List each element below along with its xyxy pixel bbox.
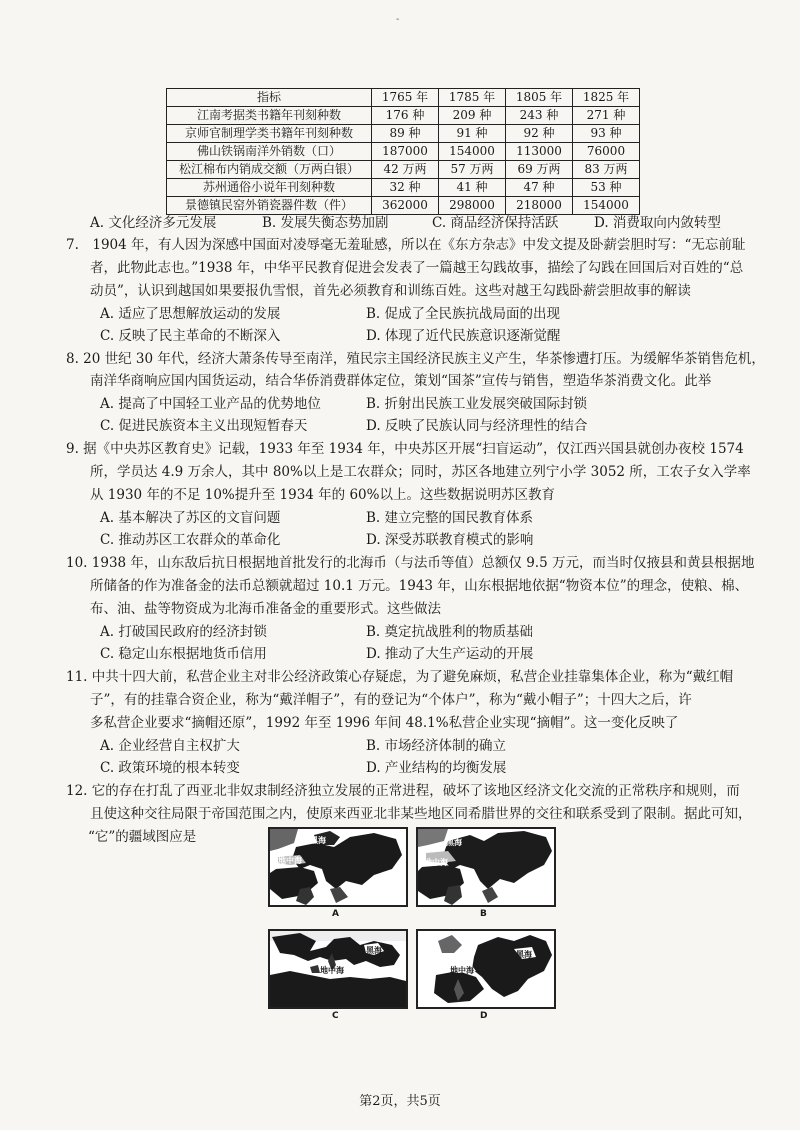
table-row [167,197,640,215]
map-a-drawing [270,829,406,905]
map-c-label-black-sea: 黑海 [366,946,382,955]
table-cell: 154000 [573,197,640,215]
table-row [167,125,640,143]
table-cell: 92 种 [506,125,573,143]
q8-option-d[interactable]: D. 反映了民族认同与经济理性的结合 [366,418,588,434]
table-cell: 298000 [439,197,506,215]
q9-stem-line: 所，学员达 4.9 万余人，其中 80%以上是工农群众；同时，苏区各地建立列宁小学 3052 所，工农子女入学率 [90,464,751,480]
table-row [167,143,640,161]
table-cell: 187000 [372,143,439,161]
map-d[interactable] [416,929,556,1009]
q12-stem-line: “它”的疆域图应是 [88,829,197,845]
map-c-label-mediterranean: 地中海 [320,966,344,975]
map-c[interactable] [268,929,408,1009]
map-a-label-black-sea: 黑海 [310,836,326,845]
table-cell: 47 种 [506,179,573,197]
q10-option-c[interactable]: C. 稳定山东根据地货币信用 [100,646,267,662]
q12-stem-line: 且使这种交往局限于帝国范围之内，使原来西亚北非某些地区同希腊世界的交往和联系受到了限制。据此可知， [90,806,752,822]
table-row [167,107,640,125]
q9-option-d[interactable]: D. 深受苏联教育模式的影响 [366,532,534,548]
table-cell: 243 种 [506,107,573,125]
q11-option-d[interactable]: D. 产业结构的均衡发展 [366,760,507,776]
q8-option-b[interactable]: B. 折射出民族工业发展突破国际封锁 [366,396,588,412]
q7-stem-line: 7. 1904 年，有人因为深感中国面对凌辱毫无羞耻感，所以在《东方杂志》中发文提及卧薪尝胆时写：“无忘前耻 [66,237,746,253]
q10-stem-line: 10. 1938 年，山东敌后抗日根据地首批发行的北海币（与法币等值）总额仅 9.5 万元，而当时仅掖县和黄县根据地 [66,555,755,571]
table-cell: 113000 [506,143,573,161]
q7-stem-line: 者，此物此志也。”1938 年，中华平民教育促进会发表了一篇越王勾践故事，描绘了勾践在回国后对百姓的“总 [90,260,744,276]
map-a-caption: A [332,909,339,919]
q9-stem-line: 9. 据《中央苏区教育史》记载，1933 年至 1934 年，中央苏区开展“扫盲运动”，仅江西兴国县就创办夜校 1574 [66,441,744,457]
q7-option-b[interactable]: B. 促成了全民族抗战局面的出现 [366,306,561,322]
map-d-label-black-sea: 黑海 [516,950,532,959]
q9-stem-line: 从 1930 年的不足 10%提升至 1934 年的 60%以上。这些数据说明苏区教育 [90,487,555,503]
q11-option-c[interactable]: C. 政策环境的根本转变 [100,760,240,776]
q12-stem-line: 12. 它的存在打乱了西亚北非奴隶制经济独立发展的正常进程，破坏了该地区经济文化交流的正常秩序和规则，而 [66,783,740,799]
table-header: 指标 [167,89,372,107]
map-c-caption: C [332,1011,339,1021]
map-d-caption: D [480,1011,488,1021]
q7-option-d[interactable]: D. 体现了近代民族意识逐渐觉醒 [366,328,561,344]
map-a[interactable] [268,827,408,907]
q7-option-c[interactable]: C. 反映了民主革命的不断深入 [100,328,281,344]
q9-option-c[interactable]: C. 推动苏区工农群众的革命化 [100,532,281,548]
map-d-label-mediterranean: 地中海 [450,966,474,975]
q11-stem-line: 子”，有的挂靠合资企业，称为“戴洋帽子”，有的登记为“个体户”，称为“戴小帽子”；十四大之后，许 [90,692,692,708]
q11-stem-line: 多私营企业要求“摘帽还原”，1992 年至 1996 年间 48.1%私营企业实现“摘帽”。这一变化反映了 [90,715,679,731]
q10-option-a[interactable]: A. 打破国民政府的经济封锁 [100,624,267,640]
q11-option-b[interactable]: B. 市场经济体制的确立 [366,738,507,754]
q9-option-a[interactable]: A. 基本解决了苏区的文盲问题 [100,510,281,526]
q6-option-b[interactable]: B. 发展失衡态势加剧 [262,215,389,231]
q10-stem-line: 布、油、盐等物资成为北海币准备金的重要形式。这些做法 [90,601,441,617]
table-cell: 362000 [372,197,439,215]
map-a-label-mediterranean: 地中海 [278,856,302,865]
table-header-row [167,89,640,107]
table-cell: 江南考据类书籍年刊刻种数 [167,107,372,125]
table-cell: 57 万两 [439,161,506,179]
q10-stem-line: 所储备的作为准备金的法币总额就超过 10.1 万元。1943 年，山东根据地依据“物资本位”的理念，使粮、棉、 [90,578,749,594]
table-cell: 景德镇民窑外销瓷器件数（件） [167,197,372,215]
table-cell: 176 种 [372,107,439,125]
q8-option-c[interactable]: C. 促进民族资本主义出现短暂春天 [100,418,308,434]
top-mark: - [396,14,400,25]
table-cell: 83 万两 [573,161,640,179]
q7-option-a[interactable]: A. 适应了思想解放运动的发展 [100,306,281,322]
table-cell: 松江棉布内销成交额（万两白银） [167,161,372,179]
table-cell: 89 种 [372,125,439,143]
table-cell: 93 种 [573,125,640,143]
table-cell: 271 种 [573,107,640,125]
table-cell: 53 种 [573,179,640,197]
q6-option-c[interactable]: C. 商品经济保持活跃 [432,215,559,231]
map-options [268,825,558,1030]
q6-option-d[interactable]: D. 消费取向内敛转型 [594,215,721,231]
q8-stem-line: 8. 20 世纪 30 年代，经济大萧条传导至南洋，殖民宗主国经济民族主义产生，华茶惨遭打压。为缓解华茶销售危机， [66,351,765,367]
statistics-table [166,88,640,215]
table-header: 1805 年 [506,89,573,107]
q11-stem-line: 11. 中共十四大前，私营企业主对非公经济政策心存疑虑，为了避免麻烦，私营企业挂靠集体企业，称为“戴红帽 [66,669,734,685]
q8-stem-line: 南洋华商响应国内国货运动，结合华侨消费群体定位，策划“国茶”宣传与销售，塑造华茶消费文化。此举 [90,373,712,389]
q10-option-d[interactable]: D. 推动了大生产运动的开展 [366,646,534,662]
q11-option-a[interactable]: A. 企业经营自主权扩大 [100,738,240,754]
map-b-label-mediterranean: 地中海 [424,858,448,867]
q8-option-a[interactable]: A. 提高了中国轻工业产品的优势地位 [100,396,321,412]
map-b-caption: B [480,909,487,919]
table-cell: 41 种 [439,179,506,197]
table-cell: 42 万两 [372,161,439,179]
table-cell: 京师官制理学类书籍年刊刻种数 [167,125,372,143]
table-header: 1785 年 [439,89,506,107]
page-footer: 第2页，共5页 [359,1094,441,1109]
table-row [167,161,640,179]
map-d-drawing [418,931,554,1007]
table-cell: 佛山铁锅南洋外销数（口） [167,143,372,161]
table-header: 1765 年 [372,89,439,107]
table-cell: 218000 [506,197,573,215]
map-b-label-black-sea: 黑海 [446,838,462,847]
table-header: 1825 年 [573,89,640,107]
q6-option-a[interactable]: A. 文化经济多元发展 [90,215,217,231]
table-cell: 209 种 [439,107,506,125]
q7-stem-line: 动员”，认识到越国如果要报仇雪恨，首先必须教育和训练百姓。这些对越王勾践卧薪尝胆故事的解读 [90,283,691,299]
table-cell: 69 万两 [506,161,573,179]
map-b[interactable] [416,827,556,907]
q9-option-b[interactable]: B. 建立完整的国民教育体系 [366,510,534,526]
table-cell: 154000 [439,143,506,161]
q10-option-b[interactable]: B. 奠定抗战胜利的物质基础 [366,624,534,640]
table-cell: 76000 [573,143,640,161]
table-cell: 32 种 [372,179,439,197]
table-row [167,179,640,197]
table-cell: 91 种 [439,125,506,143]
table-cell: 苏州通俗小说年刊刻种数 [167,179,372,197]
